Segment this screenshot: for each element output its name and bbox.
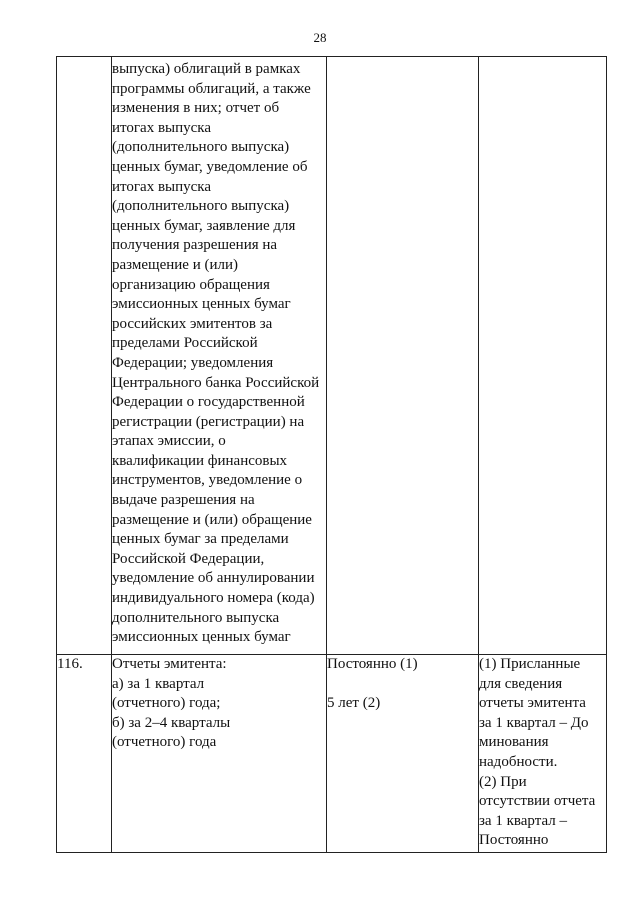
note-line: отчеты эмитента [479,695,586,712]
number-cell [57,57,112,655]
note-line: (1) Присланные [479,656,581,672]
description-line: изменения в них; отчет об [112,100,280,117]
table-row-116 [57,655,607,853]
description-cell [112,655,327,853]
note-line: отсутствии отчета [479,793,596,810]
page-number: 28 [313,30,327,45]
note-line: Постоянно [479,832,549,849]
description-line: ценных бумаг за пределами [112,531,289,548]
description-line: программы облигаций, а также [112,80,311,97]
description-line: Федерации; уведомления [112,354,274,371]
note-line: минования [479,734,549,751]
row-number: 116. [57,655,112,853]
description-line: инструментов, уведомление о [112,472,303,489]
retention-period-1: Постоянно (1) [327,656,418,672]
period-cell [327,57,479,655]
description-line: пределами Российской [112,335,258,352]
note-line: (2) При [479,773,527,790]
records-table [56,56,607,853]
description-line: Центрального банка Российской [112,374,320,391]
description-line: Российской Федерации, [112,550,265,567]
description-line: (отчетного) года; [112,695,221,712]
description-line: организацию обращения [112,276,270,293]
description-line: Отчеты эмитента: [112,656,227,672]
description-line: эмиссионных ценных бумаг [112,296,291,313]
description-line: размещение и (или) [112,256,238,273]
description-line: российских эмитентов за [112,315,273,332]
note-cell [479,655,607,853]
note-line: для сведения [479,675,563,692]
description-line: размещение и (или) обращение [112,511,312,528]
description-line: Федерации о государственной [112,394,305,411]
description-line: выпуска) облигаций в рамках [112,61,301,77]
table-row-continuation [57,57,607,655]
note-line: надобности. [479,753,558,770]
description-line: (дополнительного выпуска) [112,198,290,215]
description-line: итогах выпуска [112,119,212,136]
description-line: итогах выпуска [112,178,212,195]
description-line: а) за 1 квартал [112,675,205,692]
description-line: выдаче разрешения на [112,492,255,509]
note-cell [479,57,607,655]
description-cell [112,57,327,655]
description-line: уведомление об аннулировании [112,570,315,587]
description-line: ценных бумаг, уведомление об [112,158,308,175]
period-cell [327,655,479,853]
description-line: квалификации финансовых [112,452,288,469]
description-line: ценных бумаг, заявление для [112,217,296,234]
continued-description [112,57,326,654]
description-line: (отчетного) года [112,734,217,751]
description-line: дополнительного выпуска [112,609,280,626]
description-line: индивидуального номера (кода) [112,590,315,607]
description-line: б) за 2–4 кварталы [112,714,231,731]
description-line: получения разрешения на [112,237,278,254]
description-line: (дополнительного выпуска) [112,139,290,156]
description-line: регистрации (регистрации) на [112,413,305,430]
description-line: этапах эмиссии, о [112,433,226,450]
note-line: за 1 квартал – До [479,714,589,731]
description-line: эмиссионных ценных бумаг [112,629,291,646]
note-line: за 1 квартал – [479,812,567,829]
retention-period-2: 5 лет (2) [327,695,381,712]
